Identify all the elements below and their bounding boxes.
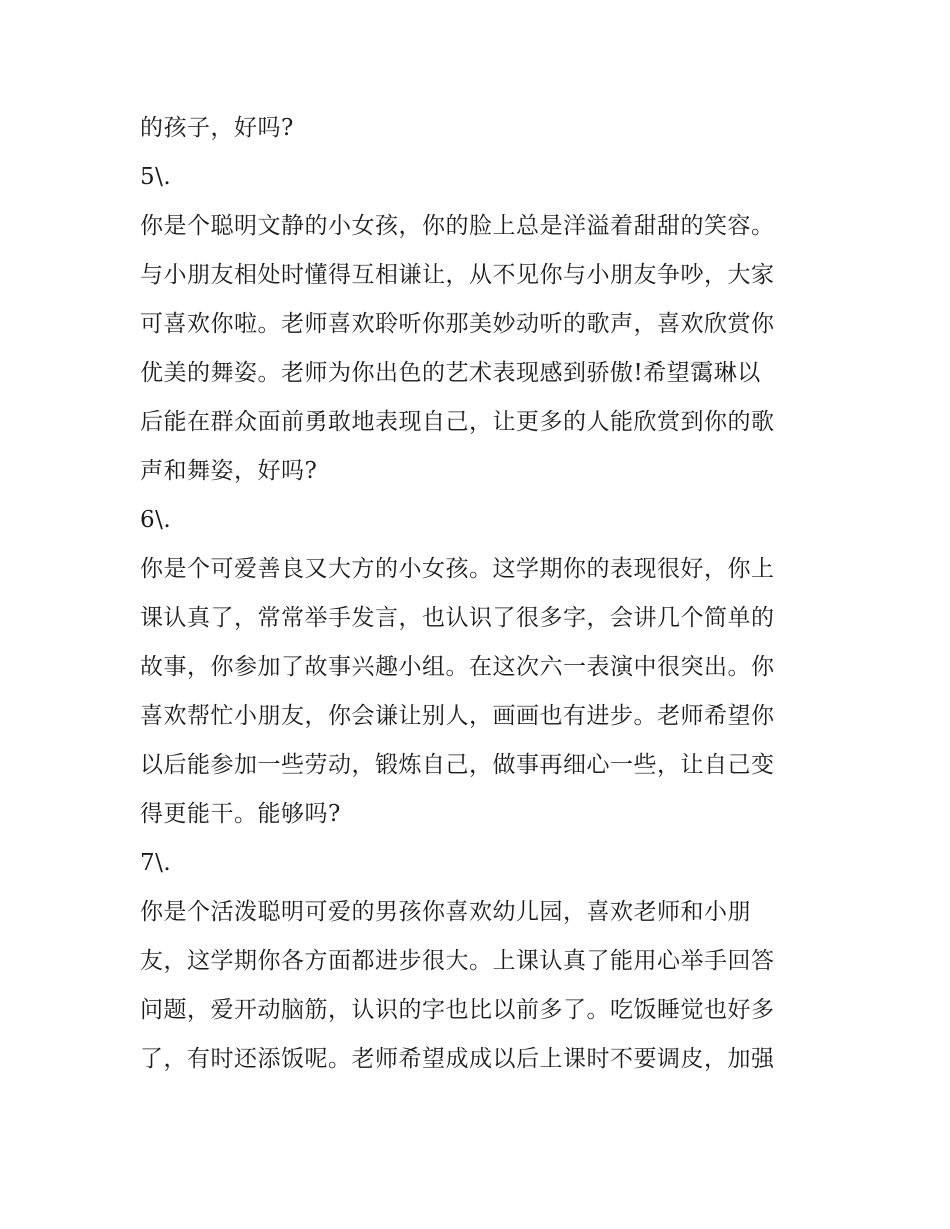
- text-line: 你是个可爱善良又大方的小女孩。这学期你的表现很好，你上: [140, 556, 775, 582]
- text-line: 了，有时还添饭呢。老师希望成成以后上课时不要调皮，加强: [140, 1046, 775, 1072]
- document-body: [140, 104, 812, 1084]
- text-line: 以后能参加一些劳动，锻炼自己，做事再细心一些，让自己变: [140, 752, 775, 778]
- text-line: 问题，爱开动脑筋，认识的字也比以前多了。吃饭睡觉也好多: [140, 997, 775, 1023]
- text-line: 后能在群众面前勇敢地表现自己，让更多的人能欣赏到你的歌: [140, 409, 775, 435]
- text-line: 声和舞姿，好吗?: [140, 458, 318, 484]
- text-line: 你是个活泼聪明可爱的男孩你喜欢幼儿园，喜欢老师和小朋: [140, 899, 751, 925]
- text-line: 优美的舞姿。老师为你出色的艺术表现感到骄傲!希望霭琳以: [140, 360, 761, 386]
- text-line: 课认真了，常常举手发言，也认识了很多字，会讲几个简单的: [140, 605, 775, 631]
- text-line: 的孩子，好吗?: [140, 115, 294, 141]
- text-line: 与小朋友相处时懂得互相谦让，从不见你与小朋友争吵，大家: [140, 262, 775, 288]
- text-line: 喜欢帮忙小朋友，你会谦让别人，画画也有进步。老师希望你: [140, 703, 775, 729]
- text-line: 友，这学期你各方面都进步很大。上课认真了能用心举手回答: [140, 948, 775, 974]
- text-line: 得更能干。能够吗?: [140, 801, 341, 827]
- text-line: 故事，你参加了故事兴趣小组。在这次六一表演中很突出。你: [140, 654, 775, 680]
- section-number: 7\.: [140, 850, 172, 876]
- text-line: 你是个聪明文静的小女孩，你的脸上总是洋溢着甜甜的笑容。: [140, 213, 775, 239]
- text-line: 可喜欢你啦。老师喜欢聆听你那美妙动听的歌声，喜欢欣赏你: [140, 311, 775, 337]
- section-number: 6\.: [140, 507, 172, 533]
- section-number: 5\.: [140, 164, 172, 190]
